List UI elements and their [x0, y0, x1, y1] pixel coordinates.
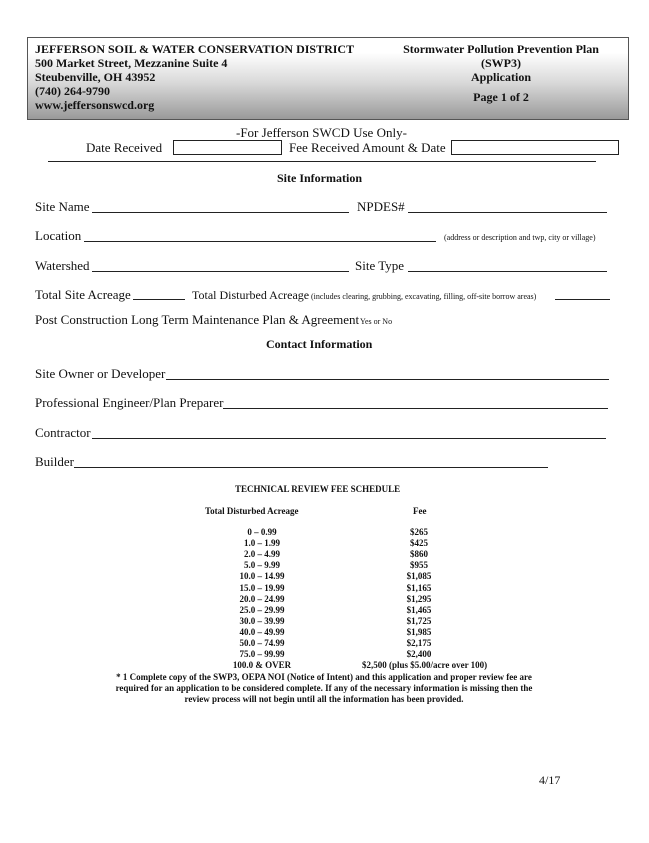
fee-row-acreage: 25.0 – 29.99: [239, 604, 285, 615]
fee-received-field[interactable]: [451, 140, 619, 155]
fee-row-amount: $1,725: [406, 615, 432, 626]
contractor-input[interactable]: [92, 438, 606, 439]
date-received-field[interactable]: [173, 140, 282, 155]
fee-row-amount: $1,295: [406, 593, 432, 604]
doc-type: Application: [470, 70, 531, 84]
contact-info-heading: Contact Information: [266, 337, 373, 351]
fee-received-label: Fee Received Amount & Date: [289, 140, 446, 155]
site-info-heading: Site Information: [277, 171, 362, 185]
page-indicator: Page 1 of 2: [473, 90, 529, 104]
letterhead: [27, 37, 629, 120]
fee-row-acreage: 50.0 – 74.99: [239, 638, 285, 648]
builder-label: Builder: [35, 454, 74, 469]
site-name-input[interactable]: [92, 212, 349, 213]
fee-row-acreage: 75.0 – 99.99: [239, 649, 285, 660]
disturbed-acreage-input[interactable]: [555, 299, 610, 300]
org-block: [35, 42, 354, 112]
fee-row-acreage: 30.0 – 39.99: [239, 615, 285, 626]
org-address-line1: 500 Market Street, Mezzanine Suite 4: [35, 56, 228, 70]
fee-row-acreage: 2.0 – 4.99: [244, 549, 280, 560]
fee-row-amount: $2,400: [406, 649, 432, 660]
maintenance-plan-options[interactable]: Yes or No: [360, 317, 393, 326]
doc-abbrev: (SWP3): [481, 56, 521, 70]
org-address-line2: Steubenville, OH 43952: [35, 70, 156, 84]
office-use-divider: [48, 161, 596, 162]
site-type-label: Site Type: [355, 258, 405, 273]
engineer-input[interactable]: [223, 408, 608, 409]
fee-row-amount: $1,085: [406, 571, 432, 582]
total-acreage-input[interactable]: [133, 299, 185, 300]
builder-input[interactable]: [74, 467, 548, 468]
owner-input[interactable]: [166, 379, 609, 380]
contractor-label: Contractor: [35, 425, 91, 440]
site-name-label: Site Name: [35, 199, 90, 214]
fee-row-amount: $1,465: [406, 604, 432, 615]
npdes-input[interactable]: [408, 212, 607, 213]
fee-row-amount: $265: [410, 527, 428, 537]
org-name: JEFFERSON SOIL & WATER CONSERVATION DISTRICT: [35, 42, 355, 56]
org-phone: (740) 264-9790: [35, 84, 110, 98]
disturbed-acreage-label: Total Disturbed Acreage: [192, 288, 310, 302]
fee-row-acreage: 100.0 & OVER: [232, 660, 292, 671]
fee-row-amount: $1,985: [406, 626, 432, 637]
doc-title-block: [401, 42, 601, 104]
fee-row-amount: $425: [410, 538, 428, 549]
doc-title: Stormwater Pollution Prevention Plan: [403, 42, 599, 56]
watershed-label: Watershed: [35, 258, 90, 273]
fee-schedule-title: TECHNICAL REVIEW FEE SCHEDULE: [235, 484, 401, 494]
office-use-caption: -For Jefferson SWCD Use Only-: [236, 125, 407, 140]
fee-row-acreage: 40.0 – 49.99: [239, 626, 285, 637]
watershed-input[interactable]: [92, 271, 349, 272]
requirements-note-line3: review process will not begin until all the information has been provided.: [184, 694, 464, 704]
fee-row-amount: $2,500 (plus $5.00/acre over 100): [362, 660, 488, 671]
engineer-label: Professional Engineer/Plan Preparer: [35, 395, 224, 410]
fee-row-acreage: 20.0 – 24.99: [239, 593, 285, 604]
npdes-label: NPDES#: [357, 199, 405, 214]
maintenance-plan-label: Post Construction Long Term Maintenance Plan & Agreement: [35, 312, 360, 327]
revision-date: 4/17: [539, 773, 561, 787]
org-website: www.jeffersonswcd.org: [35, 98, 155, 112]
requirements-note-line1: * 1 Complete copy of the SWP3, OEPA NOI (Notice of Intent) and this application and proper review fee are: [116, 672, 532, 682]
fee-col-fee-header: Fee: [413, 506, 427, 516]
site-type-input[interactable]: [408, 271, 607, 272]
disturbed-acreage-hint: (includes clearing, grubbing, excavating, filling, off-site borrow areas): [311, 292, 537, 301]
date-received-label: Date Received: [86, 140, 163, 155]
location-label: Location: [35, 228, 82, 243]
fee-row-amount: $955: [410, 560, 428, 571]
fee-row-amount: $860: [410, 549, 428, 560]
fee-row-acreage: 1.0 – 1.99: [244, 538, 280, 549]
requirements-note: [74, 672, 574, 705]
fee-row-acreage: 10.0 – 14.99: [239, 571, 285, 582]
location-hint: (address or description and twp, city or village): [444, 233, 596, 242]
fee-row-acreage: 0 – 0.99: [247, 527, 277, 537]
location-input[interactable]: [84, 241, 436, 242]
fee-row-amount: $2,175: [406, 638, 432, 648]
owner-label: Site Owner or Developer: [35, 366, 166, 381]
fee-row-acreage: 15.0 – 19.99: [239, 582, 285, 593]
requirements-note-line2: required for an application to be considered complete. If any of the necessary information is missing then the: [115, 683, 533, 693]
total-acreage-label: Total Site Acreage: [35, 287, 131, 302]
fee-col-acreage-header: Total Disturbed Acreage: [205, 506, 299, 516]
fee-row-acreage: 5.0 – 9.99: [244, 560, 280, 571]
fee-row-amount: $1,165: [406, 582, 432, 593]
